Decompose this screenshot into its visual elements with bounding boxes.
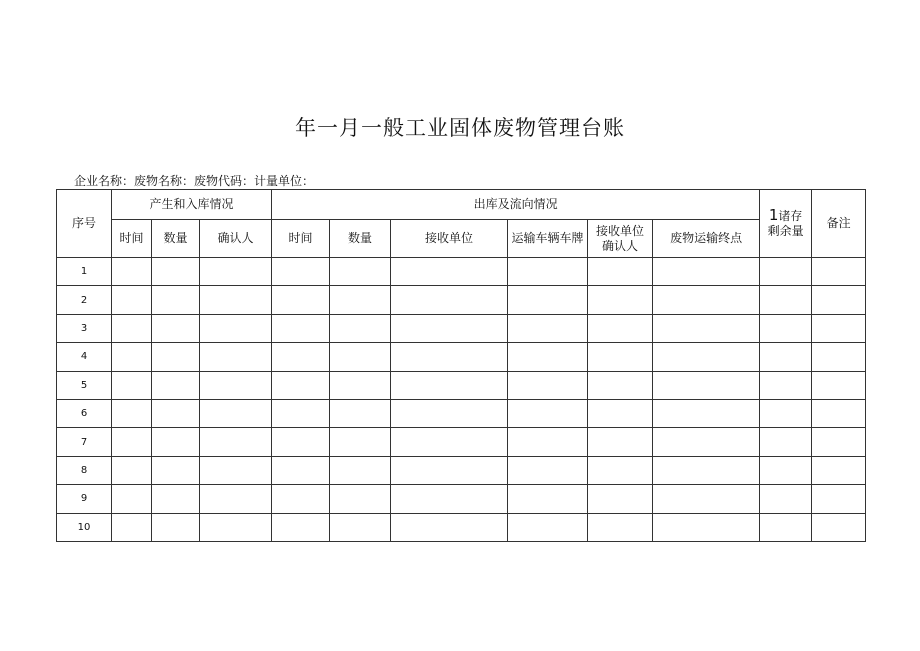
in-time-cell[interactable]	[112, 428, 152, 456]
vehicle-cell[interactable]	[508, 314, 588, 342]
in-confirm-cell[interactable]	[200, 428, 272, 456]
remarks-cell[interactable]	[812, 371, 866, 399]
storage-cell[interactable]	[760, 456, 812, 484]
table-row	[57, 343, 866, 371]
out-qty-cell[interactable]	[330, 485, 391, 513]
receiver-cell[interactable]	[391, 428, 508, 456]
group-out-header: 出库及流向情况	[272, 190, 760, 220]
storage-cell[interactable]	[760, 513, 812, 541]
table-row	[57, 456, 866, 484]
destination-cell[interactable]	[653, 343, 760, 371]
out-time-cell[interactable]	[272, 485, 330, 513]
out-time-cell[interactable]	[272, 399, 330, 427]
row-number: 8	[57, 456, 112, 484]
out-time-cell[interactable]	[272, 314, 330, 342]
in-qty-cell[interactable]	[152, 314, 200, 342]
row-number: 7	[57, 428, 112, 456]
storage-rest: 诸存	[778, 209, 803, 223]
table-row	[57, 314, 866, 342]
row-number: 6	[57, 399, 112, 427]
out-time-cell[interactable]	[272, 343, 330, 371]
receiver-confirm-line1: 接收单位	[596, 223, 645, 238]
out-qty-cell[interactable]	[330, 343, 391, 371]
out-qty-cell[interactable]	[330, 399, 391, 427]
out-time-cell[interactable]	[272, 456, 330, 484]
page-title: 年一月一般工业固体废物管理台账	[295, 116, 625, 140]
out-qty-cell[interactable]	[330, 258, 391, 286]
info-line: 企业名称：废物名称：废物代码：计量单位：	[74, 174, 315, 188]
remarks-header: 备注	[812, 190, 866, 258]
in-confirm-cell[interactable]	[200, 399, 272, 427]
remarks-cell[interactable]	[812, 258, 866, 286]
receiver-confirm-cell[interactable]	[588, 371, 653, 399]
receiver-cell[interactable]	[391, 314, 508, 342]
in-qty-cell[interactable]	[152, 343, 200, 371]
in-time-cell[interactable]	[112, 314, 152, 342]
destination-header: 废物运输终点	[653, 220, 760, 258]
destination-cell[interactable]	[653, 314, 760, 342]
in-qty-header: 数量	[152, 220, 200, 258]
receiver-confirm-header	[588, 220, 653, 258]
in-confirm-cell[interactable]	[200, 513, 272, 541]
vehicle-cell[interactable]	[508, 258, 588, 286]
in-confirm-cell[interactable]	[200, 456, 272, 484]
storage-cell[interactable]	[760, 258, 812, 286]
row-number: 3	[57, 314, 112, 342]
out-time-cell[interactable]	[272, 513, 330, 541]
storage-cell[interactable]	[760, 428, 812, 456]
receiver-cell[interactable]	[391, 456, 508, 484]
vehicle-cell[interactable]	[508, 513, 588, 541]
destination-cell[interactable]	[653, 513, 760, 541]
out-time-cell[interactable]	[272, 258, 330, 286]
in-confirm-cell[interactable]	[200, 258, 272, 286]
in-time-cell[interactable]	[112, 399, 152, 427]
row-number: 10	[57, 513, 112, 541]
receiver-confirm-cell[interactable]	[588, 485, 653, 513]
receiver-cell[interactable]	[391, 371, 508, 399]
in-qty-cell[interactable]	[152, 513, 200, 541]
in-time-cell[interactable]	[112, 258, 152, 286]
out-qty-cell[interactable]	[330, 286, 391, 314]
destination-cell[interactable]	[653, 286, 760, 314]
destination-cell[interactable]	[653, 399, 760, 427]
vehicle-cell[interactable]	[508, 286, 588, 314]
remarks-cell[interactable]	[812, 314, 866, 342]
row-number: 9	[57, 485, 112, 513]
storage-cell[interactable]	[760, 343, 812, 371]
out-qty-cell[interactable]	[330, 513, 391, 541]
out-time-cell[interactable]	[272, 371, 330, 399]
storage-header	[760, 190, 812, 258]
receiver-confirm-cell[interactable]	[588, 314, 653, 342]
table-row	[57, 399, 866, 427]
table-row	[57, 258, 866, 286]
in-qty-cell[interactable]	[152, 399, 200, 427]
table-row	[57, 513, 866, 541]
in-confirm-cell[interactable]	[200, 343, 272, 371]
out-qty-cell[interactable]	[330, 371, 391, 399]
in-time-cell[interactable]	[112, 343, 152, 371]
storage-cell[interactable]	[760, 314, 812, 342]
in-confirm-cell[interactable]	[200, 314, 272, 342]
in-time-cell[interactable]	[112, 371, 152, 399]
remarks-cell[interactable]	[812, 456, 866, 484]
in-confirm-cell[interactable]	[200, 286, 272, 314]
receiver-confirm-cell[interactable]	[588, 428, 653, 456]
in-qty-cell[interactable]	[152, 258, 200, 286]
vehicle-cell[interactable]	[508, 456, 588, 484]
receiver-cell[interactable]	[391, 399, 508, 427]
vehicle-cell[interactable]	[508, 371, 588, 399]
receiver-confirm-cell[interactable]	[588, 456, 653, 484]
receiver-confirm-cell[interactable]	[588, 343, 653, 371]
destination-cell[interactable]	[653, 428, 760, 456]
in-confirm-cell[interactable]	[200, 485, 272, 513]
vehicle-cell[interactable]	[508, 485, 588, 513]
in-qty-cell[interactable]	[152, 456, 200, 484]
in-qty-cell[interactable]	[152, 485, 200, 513]
receiver-cell[interactable]	[391, 286, 508, 314]
receiver-confirm-cell[interactable]	[588, 286, 653, 314]
in-time-cell[interactable]	[112, 456, 152, 484]
storage-cell[interactable]	[760, 399, 812, 427]
remarks-cell[interactable]	[812, 343, 866, 371]
table-row	[57, 485, 866, 513]
out-time-header: 时间	[272, 220, 330, 258]
out-time-cell[interactable]	[272, 286, 330, 314]
vehicle-cell[interactable]	[508, 428, 588, 456]
receiver-confirm-cell[interactable]	[588, 513, 653, 541]
in-confirm-header: 确认人	[200, 220, 272, 258]
row-number: 5	[57, 371, 112, 399]
remarks-cell[interactable]	[812, 286, 866, 314]
receiver-cell[interactable]	[391, 485, 508, 513]
in-qty-cell[interactable]	[152, 286, 200, 314]
vehicle-cell[interactable]	[508, 343, 588, 371]
vehicle-header: 运输车辆车牌	[508, 220, 588, 258]
receiver-cell[interactable]	[391, 513, 508, 541]
out-qty-cell[interactable]	[330, 456, 391, 484]
receiver-confirm-line2: 确认人	[602, 238, 639, 253]
storage-line2: 剩余量	[767, 224, 804, 238]
seq-header: 序号	[57, 190, 112, 258]
row-number: 2	[57, 286, 112, 314]
group-in-header: 产生和入库情况	[112, 190, 272, 220]
in-qty-cell[interactable]	[152, 371, 200, 399]
row-number: 1	[57, 258, 112, 286]
destination-cell[interactable]	[653, 485, 760, 513]
in-time-cell[interactable]	[112, 286, 152, 314]
receiver-header: 接收单位	[391, 220, 508, 258]
receiver-cell[interactable]	[391, 258, 508, 286]
receiver-cell[interactable]	[391, 343, 508, 371]
remarks-cell[interactable]	[812, 485, 866, 513]
storage-cell[interactable]	[760, 485, 812, 513]
out-qty-header: 数量	[330, 220, 391, 258]
remarks-cell[interactable]	[812, 428, 866, 456]
receiver-confirm-cell[interactable]	[588, 258, 653, 286]
out-time-cell[interactable]	[272, 428, 330, 456]
storage-cell[interactable]	[760, 371, 812, 399]
storage-cell[interactable]	[760, 286, 812, 314]
ledger-table	[56, 189, 866, 542]
vehicle-cell[interactable]	[508, 399, 588, 427]
in-confirm-cell[interactable]	[200, 371, 272, 399]
in-time-header: 时间	[112, 220, 152, 258]
remarks-cell[interactable]	[812, 513, 866, 541]
out-qty-cell[interactable]	[330, 314, 391, 342]
out-qty-cell[interactable]	[330, 428, 391, 456]
storage-lead: 1	[768, 206, 779, 224]
in-time-cell[interactable]	[112, 513, 152, 541]
remarks-cell[interactable]	[812, 399, 866, 427]
table-row	[57, 286, 866, 314]
row-number: 4	[57, 343, 112, 371]
in-qty-cell[interactable]	[152, 428, 200, 456]
table-row	[57, 428, 866, 456]
destination-cell[interactable]	[653, 371, 760, 399]
receiver-confirm-cell[interactable]	[588, 399, 653, 427]
destination-cell[interactable]	[653, 258, 760, 286]
table-row	[57, 371, 866, 399]
in-time-cell[interactable]	[112, 485, 152, 513]
destination-cell[interactable]	[653, 456, 760, 484]
